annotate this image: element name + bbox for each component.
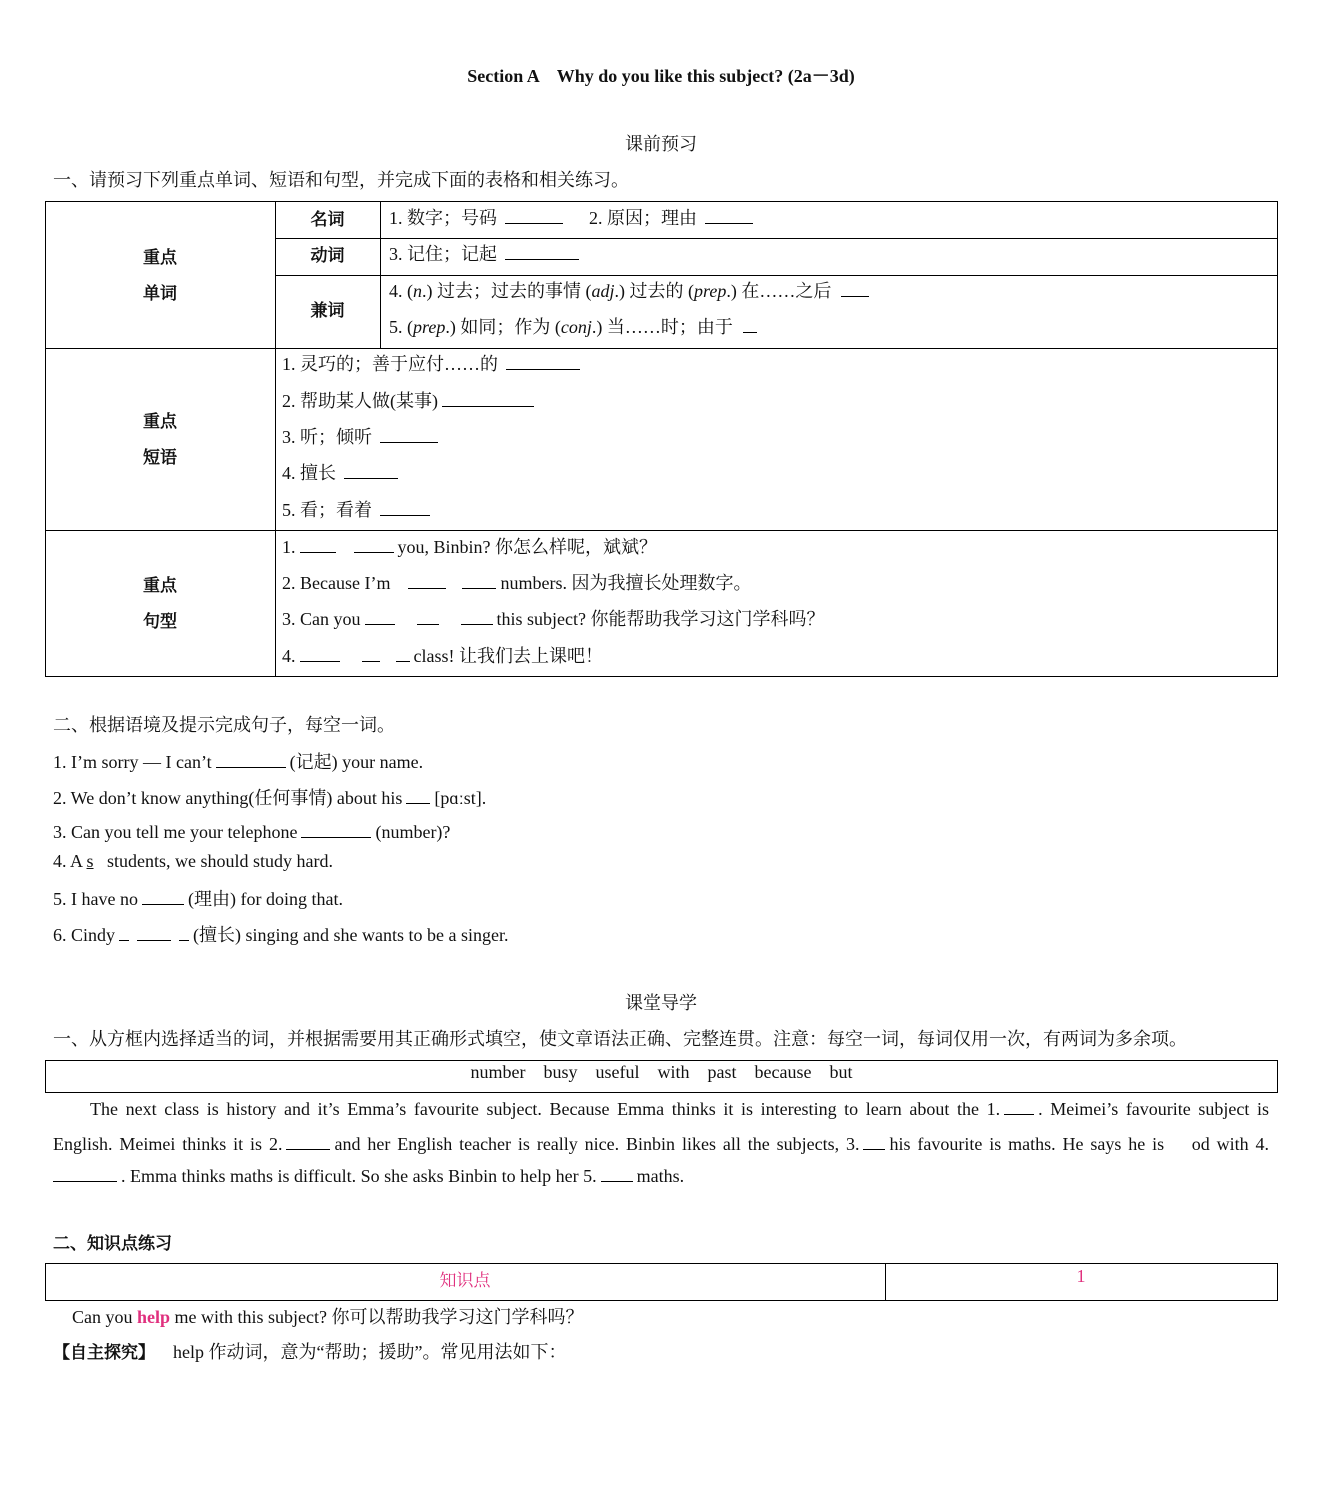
answer-blank[interactable] xyxy=(301,819,371,838)
hint-letter: s xyxy=(86,851,94,871)
sentence-item: 2. Because I’m numbers. 因为我擅长处理数字。 xyxy=(282,569,751,595)
multi-pos-item-5: 5. (prep.) 如同；作为 (conj.) 当……时；由于 xyxy=(389,313,761,339)
exercise-item: 3. Can you tell me your telephone (number)? xyxy=(53,819,450,843)
verb-item: 3. 记住；记起 xyxy=(389,244,497,264)
answer-blank[interactable] xyxy=(179,922,189,941)
answer-blank[interactable] xyxy=(53,1163,117,1182)
answer-blank[interactable] xyxy=(506,351,580,370)
noun-label: 名词 xyxy=(310,210,345,230)
verb-row xyxy=(389,240,583,266)
word-box-item: but xyxy=(829,1062,853,1082)
noun-row xyxy=(389,204,757,230)
answer-blank[interactable] xyxy=(380,497,430,516)
answer-blank[interactable] xyxy=(1004,1096,1034,1115)
exercise-item: 2. We don’t know anything(任何事情) about his [pɑːst]. xyxy=(53,784,486,810)
answer-blank[interactable] xyxy=(863,1131,885,1150)
exercise-item: 6. Cindy (擅长) singing and she wants to be a singer. xyxy=(53,921,508,947)
explore-label: 【自主探究】 xyxy=(53,1343,155,1363)
keyword-help: help xyxy=(137,1307,171,1327)
explore-text: help 作动词，意为“帮助；援助”。常见用法如下： xyxy=(173,1342,567,1362)
word-box-item: with xyxy=(657,1062,690,1082)
noun-item-1: 1. 数字；号码 xyxy=(389,208,497,228)
section-heading-classroom: 课堂导学 xyxy=(625,993,697,1013)
multi-pos-label: 兼词 xyxy=(310,301,345,321)
words-group-label: 重点 单词 xyxy=(143,248,177,304)
answer-blank[interactable] xyxy=(461,606,493,625)
sentence-item: 4. class! 让我们去上课吧！ xyxy=(282,642,603,668)
answer-blank[interactable] xyxy=(362,643,380,662)
knowledge-number: 1 xyxy=(1076,1266,1086,1286)
answer-blank[interactable] xyxy=(380,424,438,443)
answer-blank[interactable] xyxy=(442,388,534,407)
preview-part1-instruction: 一、请预习下列重点单词、短语和句型，并完成下面的表格和相关练习。 xyxy=(53,170,629,190)
answer-blank[interactable] xyxy=(137,922,171,941)
classroom-part2-heading: 二、知识点练习 xyxy=(53,1234,172,1254)
word-box-item: past xyxy=(707,1062,737,1082)
explore-line xyxy=(53,1338,566,1364)
phrase-item: 3. 听；倾听 xyxy=(282,423,442,449)
answer-blank[interactable] xyxy=(300,643,340,662)
noun-item-2: 2. 原因；理由 xyxy=(589,208,697,228)
answer-blank[interactable] xyxy=(408,570,446,589)
sentence-item: 1. you, Binbin? 你怎么样呢，斌斌？ xyxy=(282,533,657,559)
answer-blank[interactable] xyxy=(406,785,430,804)
preview-part2-instruction: 二、根据语境及提示完成句子，每空一词。 xyxy=(53,715,395,735)
word-box-item: busy xyxy=(543,1062,578,1082)
phrase-item: 5. 看；看着 xyxy=(282,496,434,522)
example-sentence: Can you help me with this subject? 你可以帮助我学习这门学科吗？ xyxy=(72,1307,584,1327)
sentence-item: 3. Can you this subject? 你能帮助我学习这门学科吗？ xyxy=(282,605,824,631)
answer-blank[interactable] xyxy=(505,205,563,224)
answer-blank[interactable] xyxy=(216,749,286,768)
answer-blank[interactable] xyxy=(417,606,439,625)
answer-blank[interactable] xyxy=(365,606,395,625)
phrase-item: 2. 帮助某人做(某事) xyxy=(282,387,538,413)
phrases-group-label: 重点 短语 xyxy=(143,412,177,468)
answer-blank[interactable] xyxy=(841,278,869,297)
page-title: Section A Why do you like this subject? (2a－3d) xyxy=(467,66,855,86)
answer-blank[interactable] xyxy=(505,241,579,260)
word-box-item: number xyxy=(470,1062,526,1082)
exercise-item: 5. I have no (理由) for doing that. xyxy=(53,885,343,911)
phrase-item: 4. 擅长 xyxy=(282,459,402,485)
knowledge-label: 知识点 xyxy=(439,1271,491,1291)
answer-blank[interactable] xyxy=(354,534,394,553)
answer-blank[interactable] xyxy=(743,314,757,333)
section-heading-preview: 课前预习 xyxy=(625,134,697,154)
verb-label: 动词 xyxy=(310,246,345,266)
answer-blank[interactable] xyxy=(396,643,410,662)
answer-blank[interactable] xyxy=(462,570,496,589)
answer-blank[interactable] xyxy=(286,1131,330,1150)
multi-pos-item-4: 4. (n.) 过去；过去的事情 (adj.) 过去的 (prep.) 在……之后 xyxy=(389,277,873,303)
exercise-item: 4. A s students, we should study hard. xyxy=(53,851,334,871)
answer-blank[interactable] xyxy=(300,534,336,553)
exercise-item: 1. I’m sorry — I can’t (记起) your name. xyxy=(53,748,423,774)
sentences-group-label: 重点 句型 xyxy=(143,576,177,632)
answer-blank[interactable] xyxy=(601,1163,633,1182)
classroom-part1-instruction: 一、从方框内选择适当的词，并根据需要用其正确形式填空，使文章语法正确、完整连贯。注意：每空一词，每词仅用一次，有两词为多余项。 xyxy=(53,1029,1187,1049)
answer-blank[interactable] xyxy=(119,922,129,941)
answer-blank[interactable] xyxy=(705,205,753,224)
answer-blank[interactable] xyxy=(142,886,184,905)
word-box-item: useful xyxy=(595,1062,640,1082)
answer-blank[interactable] xyxy=(344,460,398,479)
phrase-item: 1. 灵巧的；善于应付……的 xyxy=(282,350,584,376)
word-box-item: because xyxy=(754,1062,812,1082)
